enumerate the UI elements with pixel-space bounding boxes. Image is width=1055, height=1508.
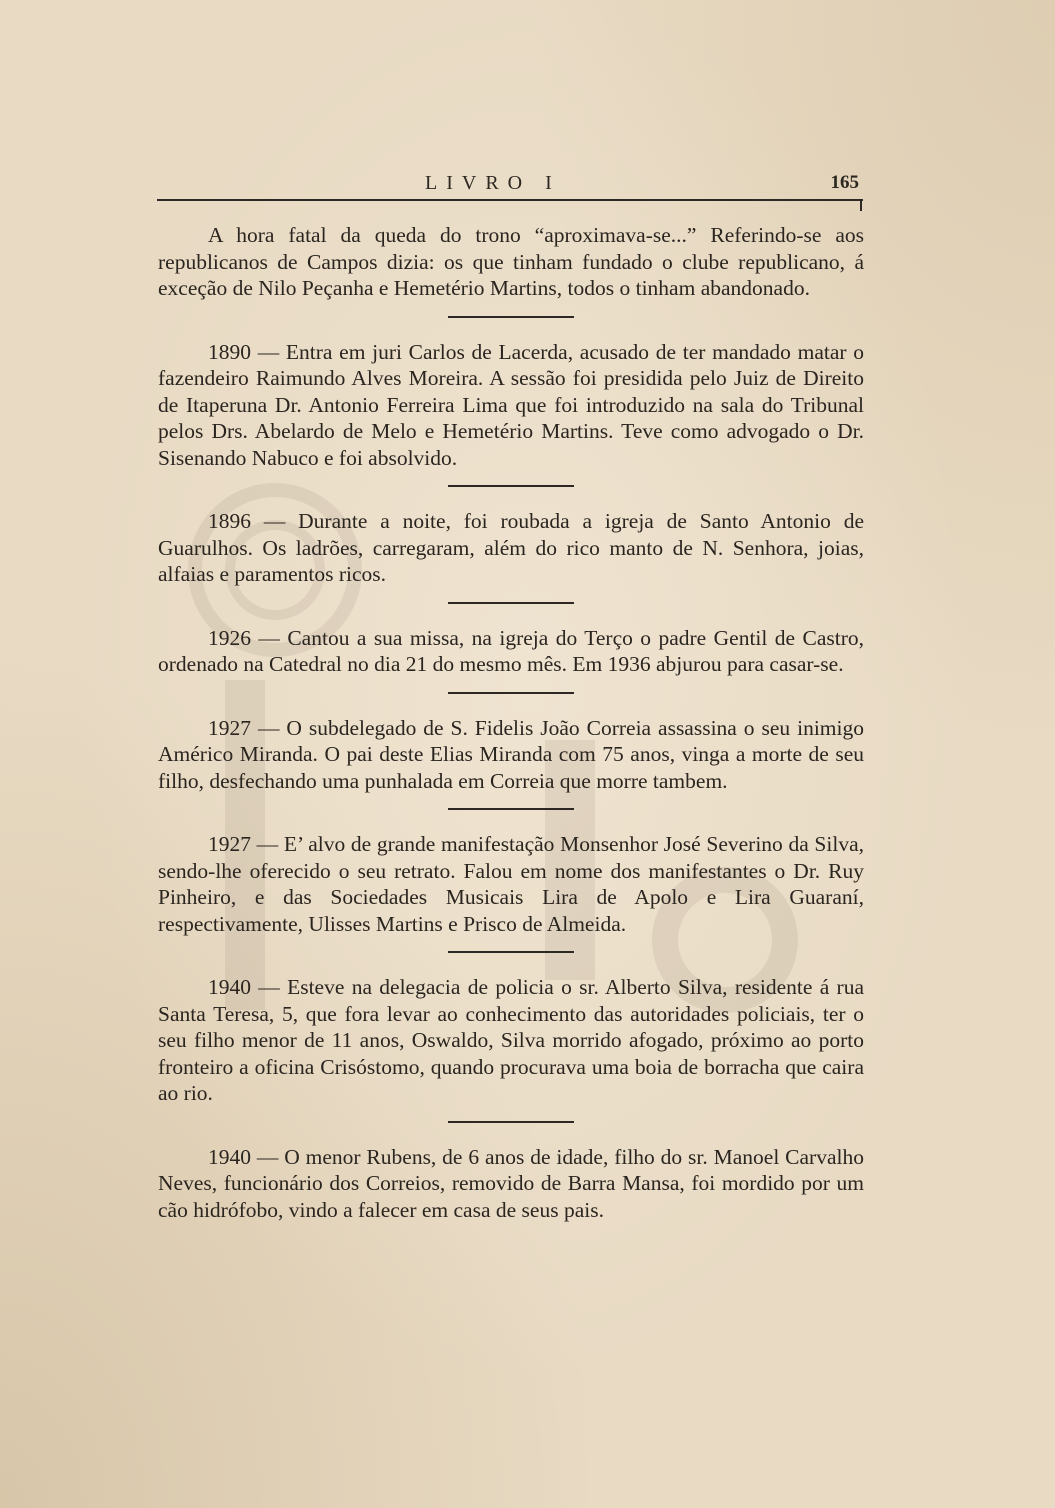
entry-1927-b: 1927 — E’ alvo de grande manifestação Monsenhor José Severino da Silva, sendo-lhe oferecido o seu retrato. Falou em nome dos manifestantes o Dr. Ruy Pinheiro, e das Sociedades Musicais Lira de Apolo e Lira Guaraní, respectivamente, Ulisses Martins e Prisco de Almeida. <box>158 832 864 936</box>
section-divider <box>448 602 574 604</box>
entry-1940-b: 1940 — O menor Rubens, de 6 anos de idade, filho do sr. Manoel Carvalho Neves, funcionário dos Correios, removido de Barra Mansa, foi mordido por um cão hidrófobo, vindo a falecer em casa de seus pais. <box>158 1144 864 1222</box>
paragraph-intro: A hora fatal da queda do trono “aproximava-se...” Referindo-se aos republicanos de Campos dizia: os que tinham fundado o clube republicano, á exceção de Nilo Peçanha e Hemetério Martins, todos o tinham abandonado. <box>158 223 864 300</box>
running-head <box>157 172 865 202</box>
entry-1926: 1926 — Cantou a sua missa, na igreja do Terço o padre Gentil de Castro, ordenado na Catedral no dia 21 do mesmo mês. Em 1936 abjurou para casar-se. <box>158 625 864 676</box>
page-number: 165 <box>830 172 859 193</box>
entry-1890: 1890 — Entra em juri Carlos de Lacerda, acusado de ter mandado matar o fazendeiro Raimundo Alves Moreira. A sessão foi presidida pelo Juiz de Direito de Itaperuna Dr. Antonio Ferreira Lima que foi introduzido na sala do Tribunal pelos Drs. Abelardo de Melo e Hemetério Martins. Teve como advogado o Dr. Sisenando Nabuco e foi absolvido. <box>158 339 864 470</box>
section-divider <box>448 485 574 487</box>
section-divider <box>448 951 574 953</box>
header-rule <box>157 199 863 201</box>
running-title: LIVRO I <box>425 172 561 194</box>
section-divider <box>448 316 574 318</box>
entry-1896: 1896 — Durante a noite, foi roubada a igreja de Santo Antonio de Guarulhos. Os ladrões, carregaram, além do rico manto de N. Senhora, joias, alfaias e paramentos ricos. <box>158 509 864 586</box>
section-divider <box>448 692 574 694</box>
body-text <box>158 222 864 1223</box>
section-divider <box>448 1121 574 1123</box>
section-divider <box>448 808 574 810</box>
entry-1927-a: 1927 — O subdelegado de S. Fidelis João Correia assassina o seu inimigo Américo Miranda. O pai deste Elias Miranda com 75 anos, vinga a morte de seu filho, desfechando uma punhalada em Correia que morre tambem. <box>158 715 864 793</box>
header-rule-tick <box>860 199 862 211</box>
entry-1940-a: 1940 — Esteve na delegacia de policia o sr. Alberto Silva, residente á rua Santa Teresa, 5, que fora levar ao conhecimento das autoridades policiais, ter o seu filho menor de 11 anos, Oswaldo, Silva morrido afogado, próximo ao porto fronteiro a oficina Crisóstomo, quando procurava uma boia de borracha que caira ao rio. <box>158 975 864 1105</box>
